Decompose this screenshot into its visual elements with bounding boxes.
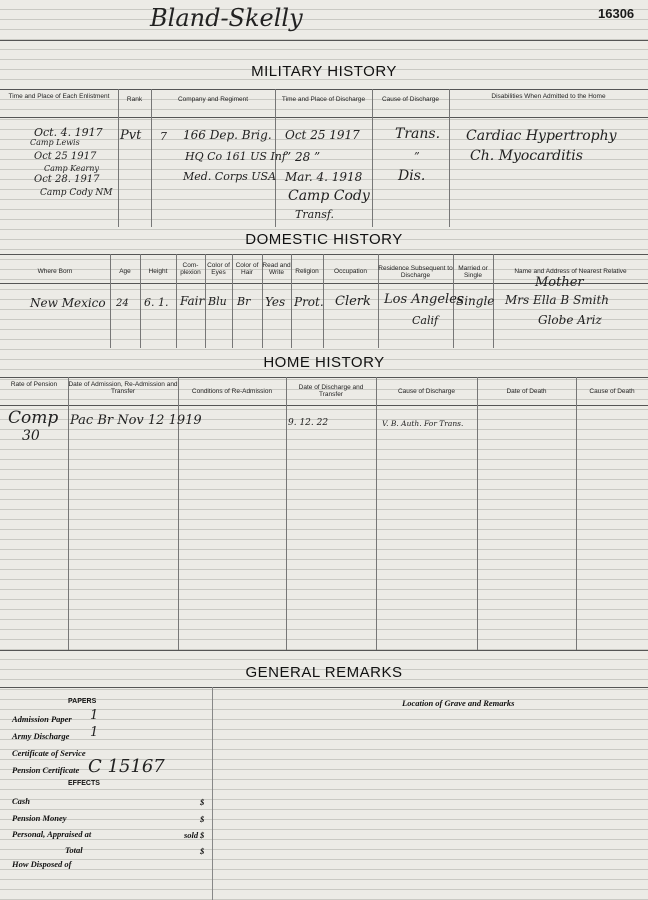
- dom-col-age: Age: [119, 268, 131, 275]
- personal-appraised-label: Personal, Appraised at: [12, 829, 92, 839]
- record-number: 16306: [598, 6, 635, 21]
- dom-col-married: Married or Single: [458, 265, 488, 279]
- dom-col-complexion: Com-plexion: [180, 262, 201, 276]
- mil-col-company: Company and Regiment: [177, 96, 249, 103]
- cause-3: Dis.: [398, 168, 426, 184]
- discharge-place: Camp Cody: [288, 188, 370, 204]
- total-dollar: $: [200, 846, 205, 856]
- enlist-place-1: Camp Lewis: [30, 138, 80, 147]
- residence-value-2: Calif: [412, 314, 439, 327]
- pension-money-label: Pension Money: [12, 813, 67, 823]
- cause-value: V. B. Auth. For Trans.: [382, 419, 464, 428]
- domestic-history-title: DOMESTIC HISTORY: [245, 231, 403, 248]
- disability-2: Ch. Myocarditis: [470, 148, 583, 164]
- enlist-place-2: Camp Kearny: [44, 164, 99, 173]
- veteran-name: Bland-Skelly: [150, 4, 303, 32]
- home-col-readmission: Conditions of Re-Admission: [191, 388, 273, 395]
- total-label: Total: [65, 845, 83, 855]
- married-value: Single: [456, 294, 495, 308]
- dom-col-read-write: Read and Write: [262, 262, 291, 276]
- occupation-value: Clerk: [335, 294, 371, 309]
- enlist-date-3: Oct 28. 1917: [34, 174, 100, 185]
- company-3: Med. Corps USA: [183, 170, 277, 183]
- grave-location-heading: Location of Grave and Remarks: [402, 698, 515, 708]
- relative-name: Mrs Ella B Smith: [505, 293, 610, 307]
- home-col-cause: Cause of Discharge: [397, 388, 456, 395]
- general-remarks-title: GENERAL REMARKS: [245, 664, 403, 681]
- personal-appraised-dollar: $: [200, 830, 205, 840]
- dom-col-eyes: Color of Eyes: [207, 262, 230, 276]
- complexion-value: Fair: [180, 294, 205, 308]
- residence-value-1: Los Angeles: [384, 292, 464, 307]
- dom-col-religion: Religion: [295, 268, 319, 275]
- pension-amount: 30: [22, 428, 40, 444]
- dom-col-occupation: Occupation: [334, 268, 367, 275]
- born-value: New Mexico: [30, 296, 106, 310]
- discharge-2: ” 28 ”: [285, 150, 321, 164]
- how-disposed-label: How Disposed of: [12, 859, 72, 869]
- cash-dollar: $: [200, 797, 205, 807]
- enlist-date-1: Oct. 4. 1917: [34, 126, 103, 139]
- cause-1: Trans.: [395, 126, 441, 142]
- military-history-title: MILITARY HISTORY: [251, 63, 397, 80]
- home-col-discharge: Date of Discharge and Transfer: [298, 384, 364, 398]
- home-col-pension: Rate of Pension: [10, 381, 58, 388]
- cash-label: Cash: [12, 796, 30, 806]
- age-value: 24: [116, 298, 129, 309]
- rank-value: Pvt: [120, 128, 142, 143]
- pension-money-dollar: $: [200, 814, 205, 824]
- name-underline: [0, 40, 648, 41]
- discharge-place-2: Transf.: [295, 208, 335, 221]
- discharge-1: Oct 25 1917: [285, 128, 360, 142]
- mil-col-cause: Cause of Discharge: [381, 96, 440, 103]
- disability-1: Cardiac Hypertrophy: [466, 128, 617, 144]
- company-prefix: 7: [160, 130, 167, 143]
- cause-2: ”: [414, 150, 420, 163]
- pension-value: Comp: [8, 408, 59, 428]
- personal-sold-label: sold: [184, 830, 199, 840]
- discharge-3: Mar. 4. 1918: [285, 170, 363, 184]
- mil-col-disabilities: Disabilities When Admitted to the Home: [491, 93, 606, 100]
- hair-value: Br: [237, 295, 251, 308]
- mil-col-rank: Rank: [126, 96, 143, 103]
- army-discharge-label: Army Discharge: [12, 731, 70, 741]
- religion-value: Prot.: [294, 295, 324, 309]
- enlist-date-2: Oct 25 1917: [34, 151, 97, 162]
- company-2: HQ Co 161 US Inf: [185, 150, 286, 163]
- home-col-admission: Date of Admission, Re-Admission and Transfer: [68, 381, 178, 395]
- relative-relation: Mother: [535, 275, 584, 290]
- effects-heading: EFFECTS: [68, 780, 100, 787]
- eyes-value: Blu: [208, 295, 227, 308]
- admission-value: Pac Br Nov 12 1919: [70, 413, 202, 428]
- dom-col-residence: Residence Subsequent to Discharge: [378, 265, 453, 279]
- pension-certificate-value: C 15167: [88, 756, 165, 777]
- read-write-value: Yes: [265, 295, 286, 309]
- relative-address: Globe Ariz: [538, 313, 602, 327]
- home-col-death-cause: Cause of Death: [589, 388, 635, 395]
- army-discharge-value: 1: [90, 725, 99, 740]
- company-1: 166 Dep. Brig.: [183, 128, 272, 142]
- admission-paper-label: Admission Paper: [12, 714, 72, 724]
- home-history-title: HOME HISTORY: [263, 354, 385, 371]
- mil-col-enlistment: Time and Place of Each Enlistment: [8, 93, 110, 100]
- dom-col-relative: Name and Address of Nearest Relative: [514, 268, 627, 275]
- home-col-death-date: Date of Death: [506, 388, 547, 395]
- dom-col-hair: Color of Hair: [235, 262, 259, 276]
- mil-col-discharge: Time and Place of Discharge: [281, 96, 366, 103]
- enlist-place-3: Camp Cody NM: [40, 188, 113, 198]
- papers-heading: PAPERS: [68, 698, 97, 705]
- discharge-value: 9. 12. 22: [288, 418, 329, 428]
- dom-col-born: Where Born: [37, 268, 73, 275]
- pension-certificate-label: Pension Certificate: [12, 765, 80, 775]
- height-value: 6. 1.: [144, 296, 169, 309]
- certificate-service-label: Certificate of Service: [12, 748, 86, 758]
- admission-paper-value: 1: [90, 708, 99, 723]
- dom-col-height: Height: [148, 268, 168, 275]
